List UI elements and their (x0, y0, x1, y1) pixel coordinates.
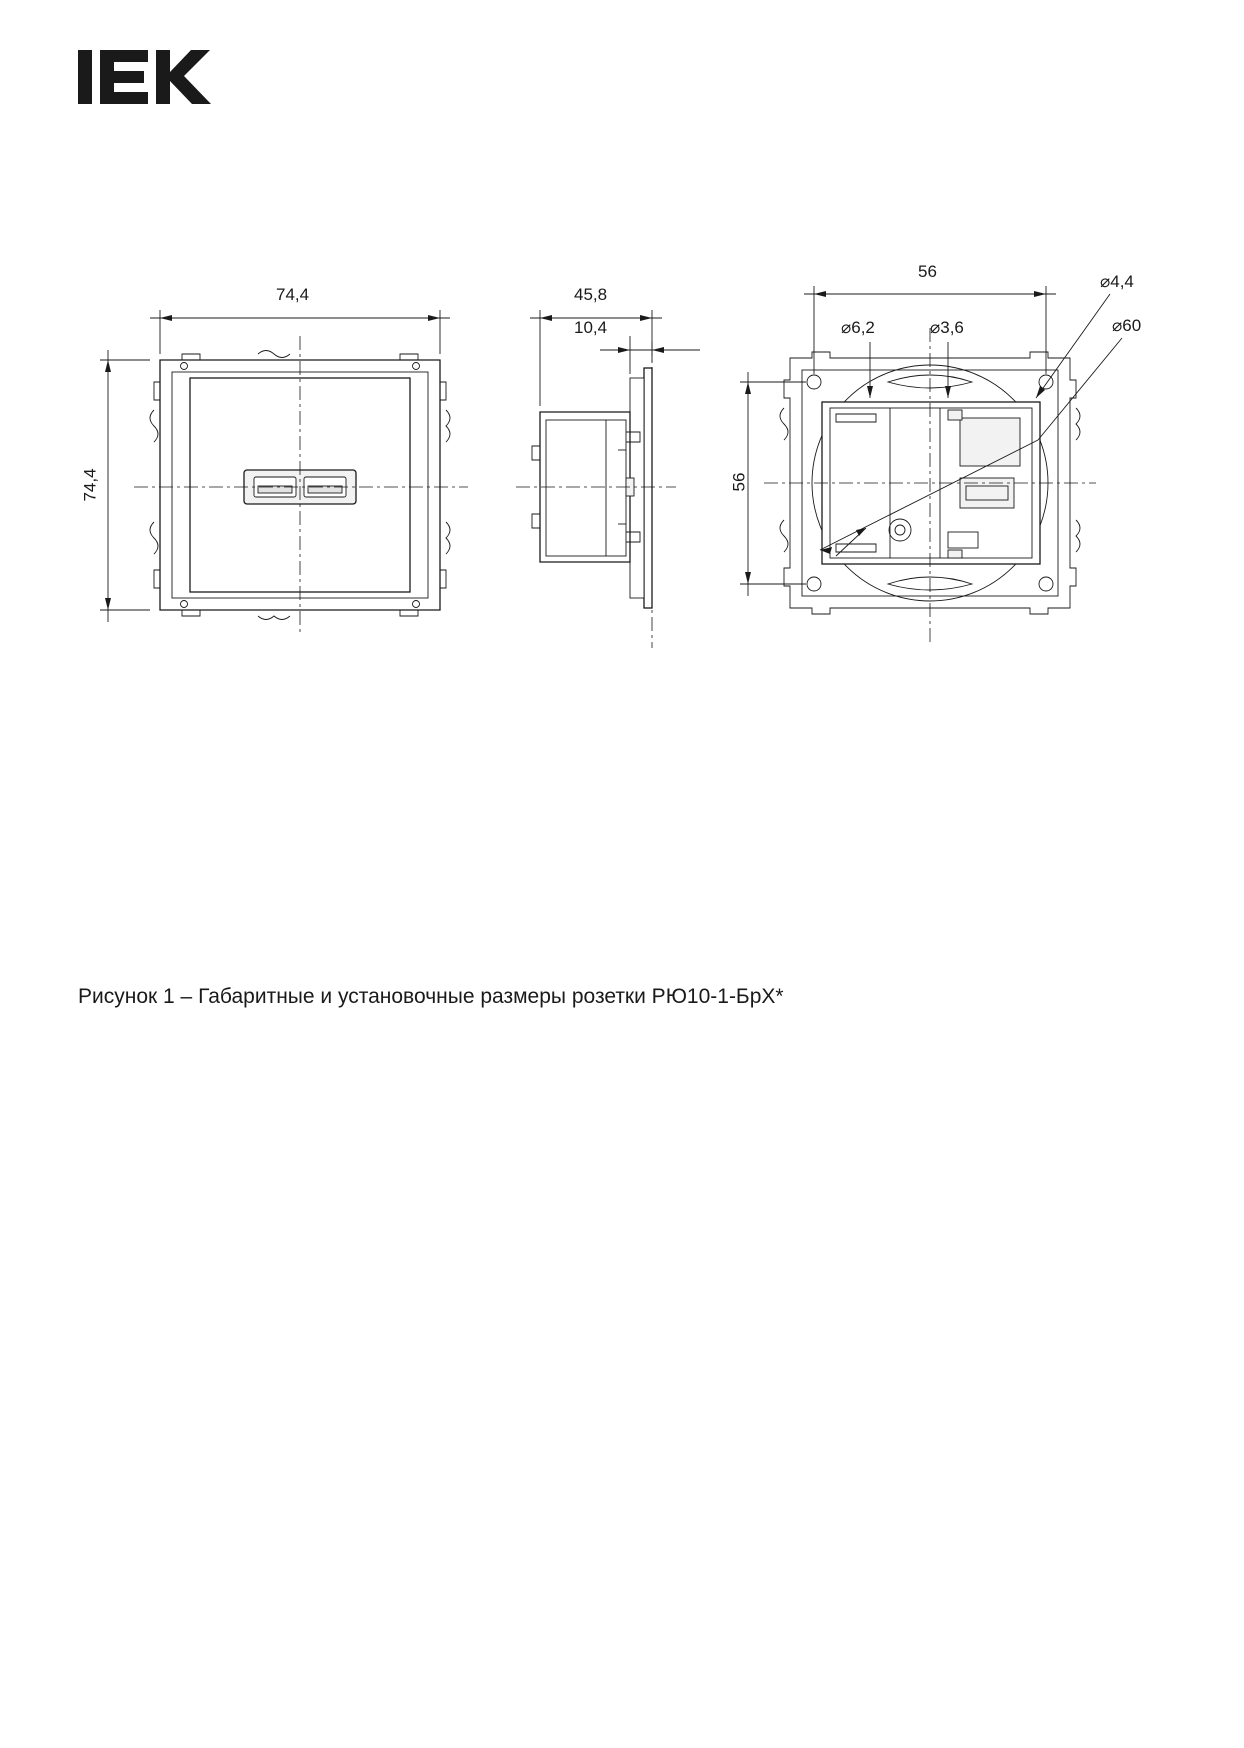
hole-44-label: ⌀4,4 (1100, 272, 1134, 291)
side-depth-label: 45,8 (574, 285, 608, 304)
front-height-label: 74,4 (80, 468, 100, 502)
iek-logo (78, 42, 218, 112)
circle-60-label: ⌀60 (1112, 316, 1142, 335)
mechanism-view (740, 286, 1122, 642)
hole-36-label: ⌀3,6 (930, 318, 964, 337)
drawing-svg (0, 250, 1244, 670)
iek-logo-mark (78, 42, 218, 112)
side-front-depth-label: 10,4 (574, 318, 608, 337)
figure-caption: Рисунок 1 – Габаритные и установочные размеры розетки РЮ10-1-БрХ* (78, 985, 784, 1008)
front-view (100, 310, 468, 636)
side-view (516, 310, 700, 648)
front-width-label: 74,4 (276, 285, 310, 304)
mech-height-label: 56 (729, 472, 749, 492)
mech-width-label: 56 (918, 262, 937, 281)
technical-drawing (0, 250, 1244, 670)
hole-62-label: ⌀6,2 (841, 318, 875, 337)
